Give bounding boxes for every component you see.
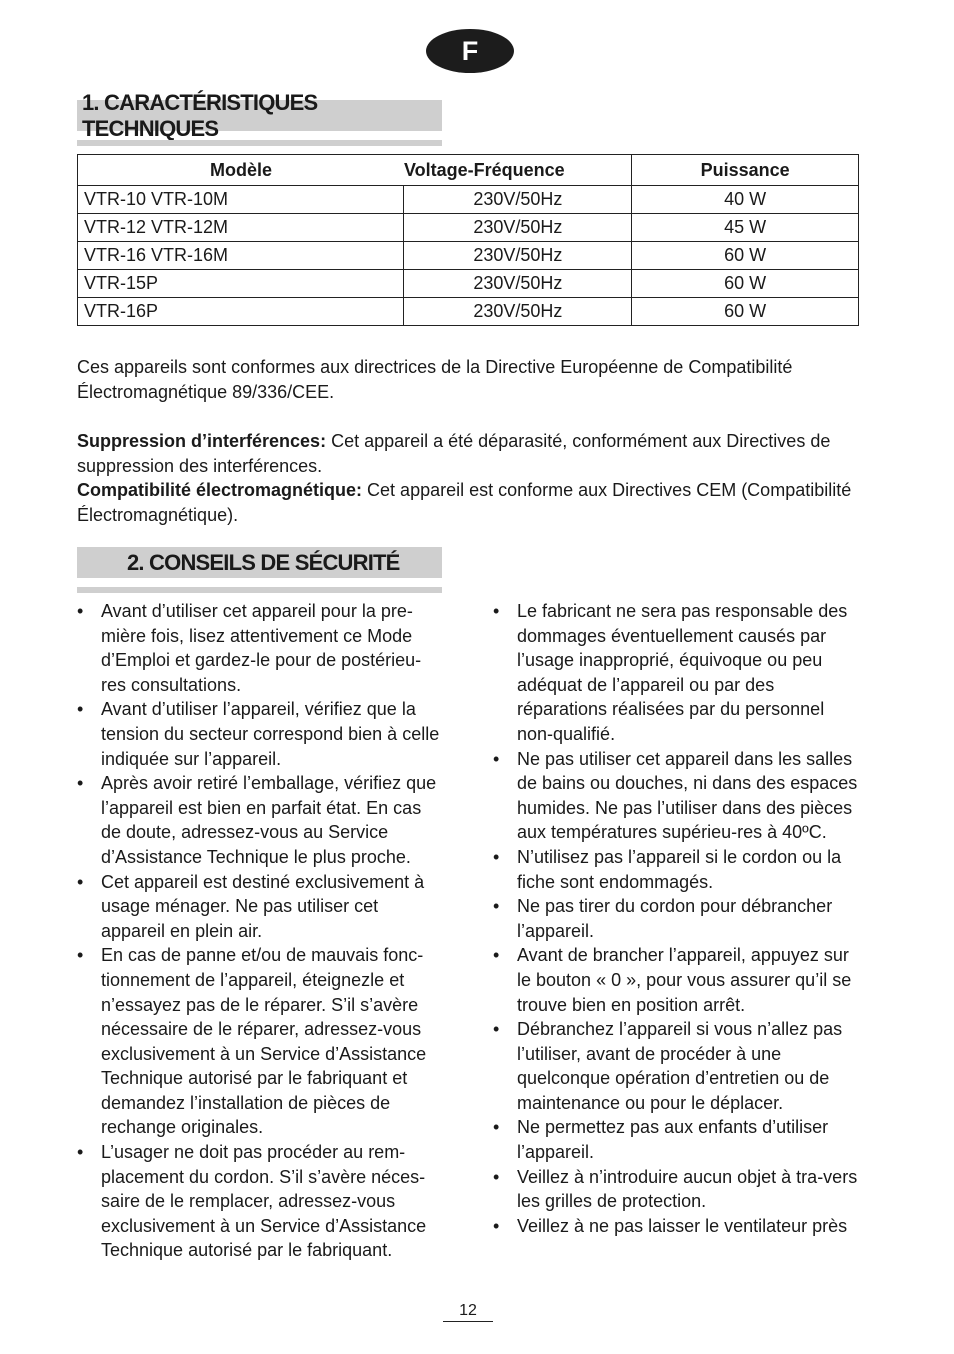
cell-power: 45 W xyxy=(632,214,859,242)
safety-list-left xyxy=(77,599,445,1263)
table-row xyxy=(78,270,859,298)
header-model: Modèle xyxy=(78,155,404,186)
list-item: • Avant de brancher l’appareil, appuyez sur le bouton « 0 », pour vous assurer qu’il se trouve bien en position arrêt. xyxy=(493,943,865,1017)
cell-model: VTR-12 VTR-12M xyxy=(78,214,404,242)
table-row xyxy=(78,214,859,242)
list-item: • Après avoir retiré l’emballage, vérifiez que l’appareil est bien en parfait état. En cas de doute, adressez-vous au Service d’Assistance Technique le plus proche. xyxy=(77,771,445,869)
cell-model: VTR-16 VTR-16M xyxy=(78,242,404,270)
cell-voltage: 230V/50Hz xyxy=(404,270,632,298)
list-item: • Ne pas utiliser cet appareil dans les salles de bains ou douches, ni dans des espaces humides. Ne pas l’utiliser dans des pièces aux températures supérieu-res à 40ºC. xyxy=(493,747,865,845)
compat-text: Cet appareil est conforme aux Directives CEM (Compatibilité Électromagnétique). xyxy=(77,480,852,525)
table-row xyxy=(78,298,859,326)
safety-list-right xyxy=(493,599,865,1238)
list-item: • Avant d’utiliser l’appareil, vérifiez que la tension du secteur correspond bien à celle indiquée sur l’appareil. xyxy=(77,697,445,771)
suppression-paragraph xyxy=(77,429,867,479)
cell-model: VTR-10 VTR-10M xyxy=(78,186,404,214)
compat-paragraph xyxy=(77,478,867,528)
list-item: • Cet appareil est destiné exclusivement à usage ménager. Ne pas utiliser cet appareil en plein air. xyxy=(77,870,445,944)
section-heading-specs: 1. CARACTÉRISTIQUES TECHNIQUES xyxy=(77,100,442,131)
section-rule xyxy=(77,140,442,146)
language-badge: F xyxy=(426,29,514,73)
specs-table xyxy=(77,154,859,326)
cell-power: 60 W xyxy=(632,270,859,298)
table-header-row xyxy=(78,155,859,186)
directive-paragraph: Ces appareils sont conformes aux directrices de la Directive Européenne de Compatibilité Électromagnétique 89/336/CEE. xyxy=(77,357,793,402)
cell-power: 60 W xyxy=(632,242,859,270)
cell-power: 60 W xyxy=(632,298,859,326)
cell-model: VTR-15P xyxy=(78,270,404,298)
page-number: 12 xyxy=(443,1302,493,1322)
list-item: • Débranchez l’appareil si vous n’allez pas l’utiliser, avant de procéder à une quelconque opération d’entretien ou de maintenance ou pour le déplacer. xyxy=(493,1017,865,1115)
cell-voltage: 230V/50Hz xyxy=(404,298,632,326)
header-power: Puissance xyxy=(632,155,859,186)
cell-voltage: 230V/50Hz xyxy=(404,214,632,242)
list-item: • En cas de panne et/ou de mauvais fonc-tionnement de l’appareil, éteignezle et n’essayez pas de le réparer. S’il s’avère nécessaire de le réparer, adressez-vous exclusivement à un Service d’Assistance Technique autorisé par le fabriquant et demandez l’installation de pièces de rechange originales. xyxy=(77,943,445,1140)
list-item: • Veillez à ne pas laisser le ventilateur près xyxy=(493,1214,865,1239)
cell-voltage: 230V/50Hz xyxy=(404,242,632,270)
list-item: • Ne permettez pas aux enfants d’utiliser l’appareil. xyxy=(493,1115,865,1164)
list-item: • Le fabricant ne sera pas responsable des dommages éventuellement causés par l’usage inapproprié, équivoque ou peu adéquat de l’appareil ou par des réparations réalisées par du personnel non-qualifié. xyxy=(493,599,865,747)
table-row xyxy=(78,186,859,214)
list-item: • Ne pas tirer du cordon pour débrancher l’appareil. xyxy=(493,894,865,943)
cell-voltage: 230V/50Hz xyxy=(404,186,632,214)
table-row xyxy=(78,242,859,270)
list-item: • Veillez à n’introduire aucun objet à tra-vers les grilles de protection. xyxy=(493,1165,865,1214)
cell-power: 40 W xyxy=(632,186,859,214)
list-item: • N’utilisez pas l’appareil si le cordon ou la fiche sont endommagés. xyxy=(493,845,865,894)
cell-model: VTR-16P xyxy=(78,298,404,326)
compat-label: Compatibilité électromagnétique: xyxy=(77,480,363,500)
header-voltage: Voltage-Fréquence xyxy=(404,155,632,186)
suppression-label: Suppression d’interférences: xyxy=(77,431,327,451)
section-heading-safety: 2. CONSEILS DE SÉCURITÉ xyxy=(77,547,442,578)
list-item: • Avant d’utiliser cet appareil pour la pre-mière fois, lisez attentivement ce Mode d’Emploi et gardez-le pour de postérieu-res consultations. xyxy=(77,599,445,697)
suppression-text: Cet appareil a été déparasité, conformément aux Directives de suppression des interférences. xyxy=(77,431,831,476)
list-item: • L’usager ne doit pas procéder au rem-placement du cordon. S’il s’avère néces-saire de le remplacer, adressez-vous exclusivement à un Service d’Assistance Technique autorisé par le fabriquant. xyxy=(77,1140,445,1263)
section-rule xyxy=(77,587,442,593)
